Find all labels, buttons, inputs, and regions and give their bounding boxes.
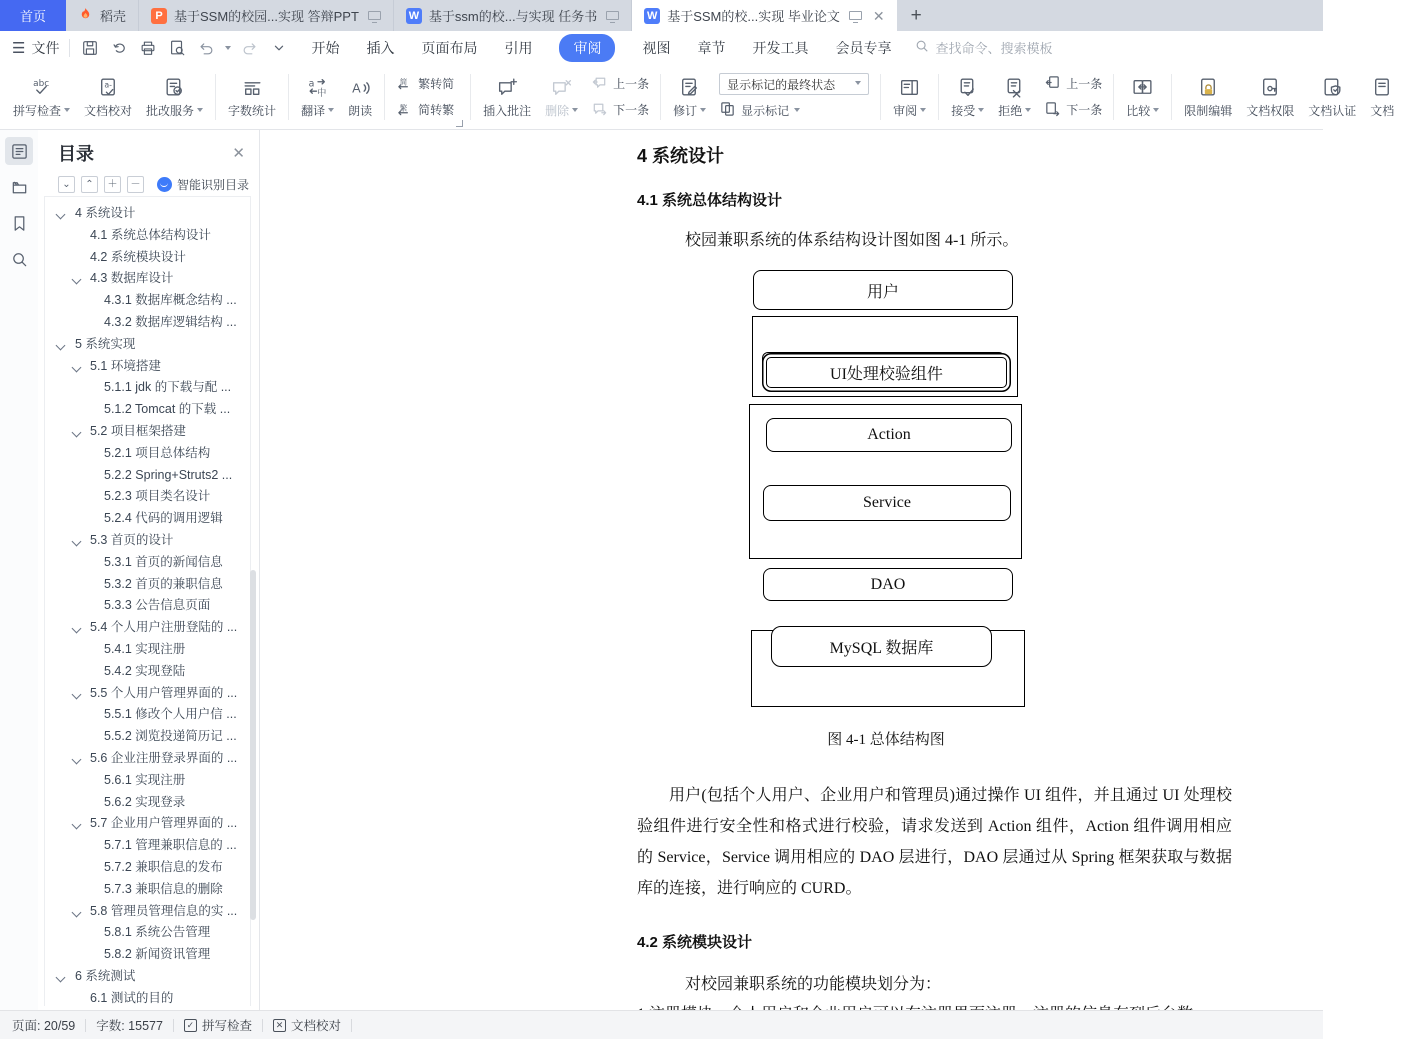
side-icon-strip — [0, 130, 38, 1010]
toc-item[interactable] — [45, 595, 250, 617]
doc-icon — [1371, 75, 1394, 99]
toc-item[interactable] — [45, 770, 250, 792]
toc-item-label: 5.7.3 兼职信息的删除 — [104, 881, 223, 896]
svg-text:中: 中 — [317, 87, 327, 99]
track-changes-button[interactable]: 修订 — [666, 75, 713, 119]
status-bar — [0, 1010, 1323, 1039]
toc-item-label: 4 系统设计 — [75, 206, 136, 220]
menu-item-section[interactable]: 章节 — [697, 39, 726, 56]
toc-item-label: 4.3 数据库设计 — [90, 271, 174, 286]
new-tab-button[interactable]: + — [910, 4, 922, 26]
chevron-down-icon[interactable] — [72, 624, 82, 634]
toc-item[interactable] — [45, 268, 250, 290]
tab-ppt-doc[interactable] — [139, 0, 394, 31]
tab-label: 基于ssm的校...与实现 任务书 — [428, 9, 598, 24]
toc-item-label: 6.1 测试的目的 — [90, 990, 174, 1005]
toc-item-label: 5.2.2 Spring+Struts2 ... — [104, 467, 233, 482]
toc-item-label: 5.5.1 修改个人用户信 ... — [104, 707, 237, 722]
toc-item[interactable] — [45, 290, 250, 312]
toc-item-label: 6 系统测试 — [75, 968, 136, 983]
hamburger-icon: ☰ — [12, 39, 26, 57]
restrict-editing-button[interactable]: 限制编辑 — [1177, 75, 1239, 119]
checkbox-check-icon: ✓ — [184, 1019, 197, 1032]
toc-item-label: 5.2.1 项目总体结构 — [104, 445, 211, 460]
diagram-box-dao: DAO — [763, 568, 1013, 601]
toc-item[interactable] — [45, 988, 250, 1010]
menu-bar — [0, 31, 1323, 64]
lock-icon — [1197, 75, 1220, 99]
toc-item[interactable] — [45, 726, 250, 748]
toc-item[interactable] — [45, 661, 250, 683]
toc-item[interactable] — [45, 530, 250, 552]
clipped-toolbar-button[interactable]: 文档 — [1363, 75, 1401, 119]
toc-item-label: 5.4.2 实现登陆 — [104, 663, 186, 678]
toc-item[interactable] — [45, 792, 250, 814]
tab-label: 基于SSM的校...实现 毕业论文 — [667, 9, 840, 24]
toc-item[interactable] — [45, 225, 250, 247]
toc-item-label: 5.4.1 实现注册 — [104, 641, 186, 656]
show-markup-button[interactable]: 显示标记 — [719, 100, 869, 120]
menu-item-page-layout[interactable]: 页面布局 — [421, 39, 478, 56]
spell-check-icon — [30, 75, 53, 99]
prev-comment-button[interactable]: 上一条 — [591, 74, 649, 94]
insert-comment-button[interactable]: 插入批注 — [476, 75, 538, 119]
ppt-file-icon: P — [151, 8, 167, 24]
doc-proofread-icon — [97, 75, 120, 99]
toc-item[interactable] — [45, 465, 250, 487]
doc-heading-2b: 4.2 系统模块设计 — [637, 934, 753, 951]
toc-item[interactable] — [45, 443, 250, 465]
track-changes-icon — [678, 75, 701, 99]
toc-item[interactable] — [45, 552, 250, 574]
file-menu-button[interactable] — [12, 38, 59, 58]
tab-label: 稻壳 — [100, 9, 127, 24]
toc-item-label: 5 系统实现 — [75, 336, 136, 351]
doc-proofread-button[interactable]: a- 文档校对 — [77, 75, 139, 119]
doc-permission-button[interactable]: 文档权限 — [1239, 75, 1301, 119]
monitor-icon — [368, 11, 381, 20]
svg-text:A: A — [351, 80, 361, 96]
expand-all-button[interactable]: ＋ — [104, 176, 121, 193]
toc-item-label: 5.3 首页的设计 — [90, 532, 174, 547]
toc-item-label: 4.2 系统模块设计 — [90, 249, 186, 264]
toc-item-label: 5.6 企业注册登录界面的 ... — [90, 750, 238, 765]
toc-item[interactable] — [45, 901, 250, 923]
grading-service-button[interactable]: 批改服务 — [139, 75, 210, 119]
menu-item-view[interactable]: 视图 — [642, 39, 671, 56]
toc-item[interactable] — [45, 421, 250, 443]
next-change-button[interactable]: 下一条 — [1044, 100, 1102, 120]
toc-item-label: 5.1.2 Tomcat 的下载 ... — [104, 402, 231, 417]
tab-bar — [0, 0, 1323, 31]
read-aloud-button[interactable]: A 朗读 — [341, 75, 379, 119]
toc-item-label: 5.4 个人用户注册登陆的 ... — [90, 620, 238, 635]
writer-file-icon: W — [406, 8, 422, 24]
writer-file-icon: W — [644, 8, 660, 24]
flame-icon — [78, 7, 93, 25]
page-indicator[interactable]: 页面: 20/59 — [12, 1019, 76, 1033]
command-search-input[interactable] — [915, 38, 1052, 57]
file-menu-label: 文件 — [31, 39, 60, 56]
read-aloud-icon — [349, 75, 372, 99]
toc-item-label: 5.1 环境搭建 — [90, 358, 161, 373]
search-placeholder: 查找命令、搜索模板 — [935, 41, 1053, 56]
word-count-button[interactable]: 字数统计 — [221, 75, 283, 119]
toc-item-label: 5.6.2 实现登录 — [104, 794, 186, 809]
tab-label: 基于SSM的校园...实现 答辩PPT — [174, 9, 359, 24]
toc-item-label: 5.8.1 系统公告管理 — [104, 925, 211, 940]
menu-item-dev-tools[interactable]: 开发工具 — [752, 39, 809, 56]
menu-item-insert[interactable]: 插入 — [366, 39, 395, 56]
toc-item[interactable] — [45, 508, 250, 530]
chevron-down-icon[interactable] — [72, 428, 82, 438]
doc-paragraph-2: 用户(包括个人用户、企业用户和管理员)通过操作 UI 组件，并且通过 UI 处理校验组件进行安全性和格式进行校验，请求发送到 Action 组件，Action 组件调用相应的 Service，Service 调用相应的 DAO 层进行，DAO 层通过从 Spring 框架获取与数据库的连接，进行响应的 CURD。 — [637, 787, 1232, 897]
review-pane-button[interactable]: 审阅 — [886, 75, 933, 119]
toc-item[interactable] — [45, 704, 250, 726]
toc-item[interactable] — [45, 944, 250, 966]
styles-panel-button[interactable] — [5, 173, 33, 201]
next-change-icon — [1044, 100, 1061, 120]
toc-item-label: 5.7.2 兼职信息的发布 — [104, 859, 223, 874]
toc-item[interactable] — [45, 334, 250, 356]
doc-authentication-button[interactable]: 文档认证 — [1301, 75, 1363, 119]
search-panel-button[interactable] — [5, 245, 33, 273]
shield-check-icon — [1321, 75, 1344, 99]
review-pane-icon — [898, 75, 921, 99]
undo-icon[interactable] — [196, 38, 216, 58]
toc-list — [44, 196, 251, 1006]
doc-heading-2a: 4.1 系统总体结构设计 — [637, 192, 783, 209]
undo-dropdown-caret[interactable] — [225, 46, 231, 53]
trad-to-simp-icon — [396, 74, 413, 94]
collapse-toolbar-icon[interactable] — [269, 38, 289, 58]
checkbox-x-icon: ✕ — [273, 1019, 286, 1032]
menu-item-references[interactable]: 引用 — [504, 39, 533, 56]
toc-item-label: 5.2.4 代码的调用逻辑 — [104, 511, 223, 526]
compare-button[interactable]: 比较 — [1119, 75, 1166, 119]
toc-item[interactable] — [45, 574, 250, 596]
toc-item[interactable] — [45, 247, 250, 269]
toc-item-label: 4.1 系统总体结构设计 — [90, 227, 211, 242]
spell-check-button[interactable]: abc 拼写检查 — [6, 75, 77, 119]
word-count-indicator[interactable]: 字数: 15577 — [96, 1019, 163, 1033]
diagram-box-mysql: MySQL 数据库 — [771, 626, 992, 667]
translate-icon — [306, 75, 329, 99]
show-markup-icon — [719, 100, 736, 120]
menu-item-home[interactable]: 开始 — [311, 39, 340, 56]
collapse-all-button[interactable]: － — [127, 176, 144, 193]
toc-item-label: 5.6.1 实现注册 — [104, 772, 186, 787]
toc-item[interactable] — [45, 399, 250, 421]
bookmark-panel-button[interactable] — [5, 209, 33, 237]
tab-docer[interactable] — [66, 0, 139, 31]
next-comment-icon — [591, 100, 608, 120]
doc-paragraph-1: 校园兼职系统的体系结构设计图如图 4-1 所示。 — [685, 232, 1019, 249]
doc-heading-1: 4 系统设计 — [637, 146, 725, 166]
chevron-down-icon[interactable] — [72, 689, 82, 699]
tab-thesis-doc-active[interactable] — [632, 0, 896, 31]
toc-panel-title: 目录 — [58, 144, 94, 164]
diagram-box-ui-component: UI处理校验组件 — [766, 357, 1007, 388]
simp-to-trad-icon — [396, 100, 413, 120]
next-comment-button[interactable]: 下一条 — [591, 100, 649, 120]
tab-task-doc[interactable] — [394, 0, 632, 31]
trad-to-simp-button[interactable]: 简 繁转简 — [396, 74, 454, 94]
toc-item[interactable] — [45, 835, 250, 857]
reject-change-icon — [1003, 75, 1026, 99]
toc-item-label: 4.3.1 数据库概念结构 ... — [104, 293, 237, 308]
menu-items — [311, 34, 891, 62]
reject-change-button[interactable]: 拒绝 — [991, 75, 1038, 119]
word-count-icon — [241, 75, 264, 99]
close-panel-icon[interactable]: ✕ — [232, 145, 245, 162]
chevron-down-icon[interactable] — [72, 275, 82, 285]
svg-text:繁: 繁 — [399, 102, 408, 112]
monitor-icon — [606, 11, 619, 20]
toc-item[interactable] — [45, 639, 250, 661]
dialog-launcher-icon[interactable] — [456, 120, 463, 127]
diagram-box-user: 用户 — [753, 270, 1013, 310]
toc-item-label: 5.2.3 项目类名设计 — [104, 489, 211, 504]
review-ribbon — [0, 64, 1395, 130]
toc-item-label: 5.3.2 首页的兼职信息 — [104, 576, 223, 591]
search-icon — [915, 39, 929, 56]
document-page[interactable] — [260, 130, 1323, 1010]
toc-item-label: 5.8 管理员管理信息的实 ... — [90, 903, 238, 918]
prev-comment-icon — [591, 74, 608, 94]
smart-recognize-toc-button[interactable]: 智能识别目录 — [157, 176, 249, 193]
figure-caption: 图 4-1 总体结构图 — [827, 732, 945, 748]
toc-item[interactable] — [45, 377, 250, 399]
close-tab-icon[interactable]: ✕ — [872, 7, 885, 24]
divider — [69, 39, 70, 57]
key-icon — [1259, 75, 1282, 99]
toc-item-label: 5.7.1 管理兼职信息的 ... — [104, 838, 237, 853]
chevron-down-icon[interactable] — [56, 340, 66, 350]
collapse-down-button[interactable]: ⌄ — [58, 176, 75, 193]
toc-item-label: 5.3.1 首页的新闻信息 — [104, 554, 223, 569]
toc-panel-button[interactable] — [5, 137, 33, 165]
toc-item[interactable] — [45, 486, 250, 508]
translate-button[interactable]: a 中 翻译 — [294, 75, 341, 119]
toc-item[interactable] — [45, 683, 250, 705]
chevron-down-icon[interactable] — [72, 907, 82, 917]
toc-item[interactable] — [45, 748, 250, 770]
print-icon[interactable] — [138, 38, 158, 58]
toc-item[interactable] — [45, 312, 250, 334]
toc-item[interactable] — [45, 857, 250, 879]
delete-comment-icon — [550, 75, 573, 99]
simp-to-trad-button[interactable]: 繁 简转繁 — [396, 100, 454, 120]
print-preview-icon[interactable] — [167, 38, 187, 58]
chevron-down-icon[interactable] — [56, 972, 66, 982]
collapse-up-button[interactable]: ⌃ — [81, 176, 98, 193]
home-tab[interactable]: 首页 — [0, 0, 66, 31]
spell-check-status[interactable]: ✓ 拼写检查 — [184, 1016, 252, 1034]
toc-item[interactable] — [45, 203, 250, 225]
chevron-down-icon[interactable] — [72, 537, 82, 547]
chevron-down-icon[interactable] — [72, 754, 82, 764]
toc-item-label: 4.3.2 数据库逻辑结构 ... — [104, 314, 237, 329]
toc-item-label: 5.2 项目框架搭建 — [90, 423, 186, 438]
toc-item[interactable] — [45, 966, 250, 988]
toc-item-label: 5.1.1 jdk 的下载与配 ... — [104, 380, 232, 395]
chevron-down-icon[interactable] — [72, 362, 82, 372]
accept-change-button[interactable]: 接受 — [944, 75, 991, 119]
delete-comment-button[interactable]: 删除 — [538, 75, 585, 119]
redo-icon[interactable] — [240, 38, 260, 58]
prev-change-icon — [1044, 74, 1061, 94]
prev-change-button[interactable]: 上一条 — [1044, 74, 1102, 94]
toc-item[interactable] — [45, 617, 250, 639]
toc-scrollbar[interactable] — [250, 570, 256, 920]
toc-item-label: 5.3.3 公告信息页面 — [104, 598, 211, 613]
insert-comment-icon — [496, 75, 519, 99]
svg-text:简: 简 — [399, 76, 408, 86]
diagram-box-service: Service — [763, 485, 1011, 521]
menu-item-member[interactable]: 会员专享 — [835, 39, 892, 56]
toc-item[interactable] — [45, 922, 250, 944]
doc-paragraph-3: 对校园兼职系统的功能模块划分为： — [685, 976, 942, 993]
svg-text:abc: abc — [33, 78, 50, 89]
menu-item-review-active[interactable]: 审阅 — [559, 34, 615, 62]
toc-item-label: 5.5.2 浏览投递简历记 ... — [104, 729, 237, 744]
toc-item-label: 5.7 企业用户管理界面的 ... — [90, 816, 238, 831]
toc-item[interactable] — [45, 879, 250, 901]
chevron-down-icon[interactable] — [56, 210, 66, 220]
toc-item[interactable] — [45, 813, 250, 835]
compare-icon — [1131, 75, 1154, 99]
diagram-box-action: Action — [766, 418, 1012, 452]
svg-text:a: a — [308, 77, 315, 89]
svg-text:a-: a- — [103, 80, 112, 89]
save-as-icon[interactable] — [109, 38, 129, 58]
monitor-icon[interactable] — [849, 11, 862, 20]
chevron-down-icon[interactable] — [72, 820, 82, 830]
markup-state-select[interactable]: 显示标记的最终状态 — [719, 73, 869, 95]
toc-item-label: 5.5 个人用户管理界面的 ... — [90, 685, 238, 700]
save-icon[interactable] — [80, 38, 100, 58]
grading-service-icon — [163, 75, 186, 99]
doc-proofread-status[interactable]: ✕ 文档校对 — [273, 1016, 341, 1034]
toc-item[interactable] — [45, 356, 250, 378]
accept-change-icon — [956, 75, 979, 99]
toc-item-label: 5.8.2 新闻资讯管理 — [104, 947, 211, 962]
smart-ai-icon — [157, 177, 172, 192]
toc-panel — [38, 130, 260, 1010]
